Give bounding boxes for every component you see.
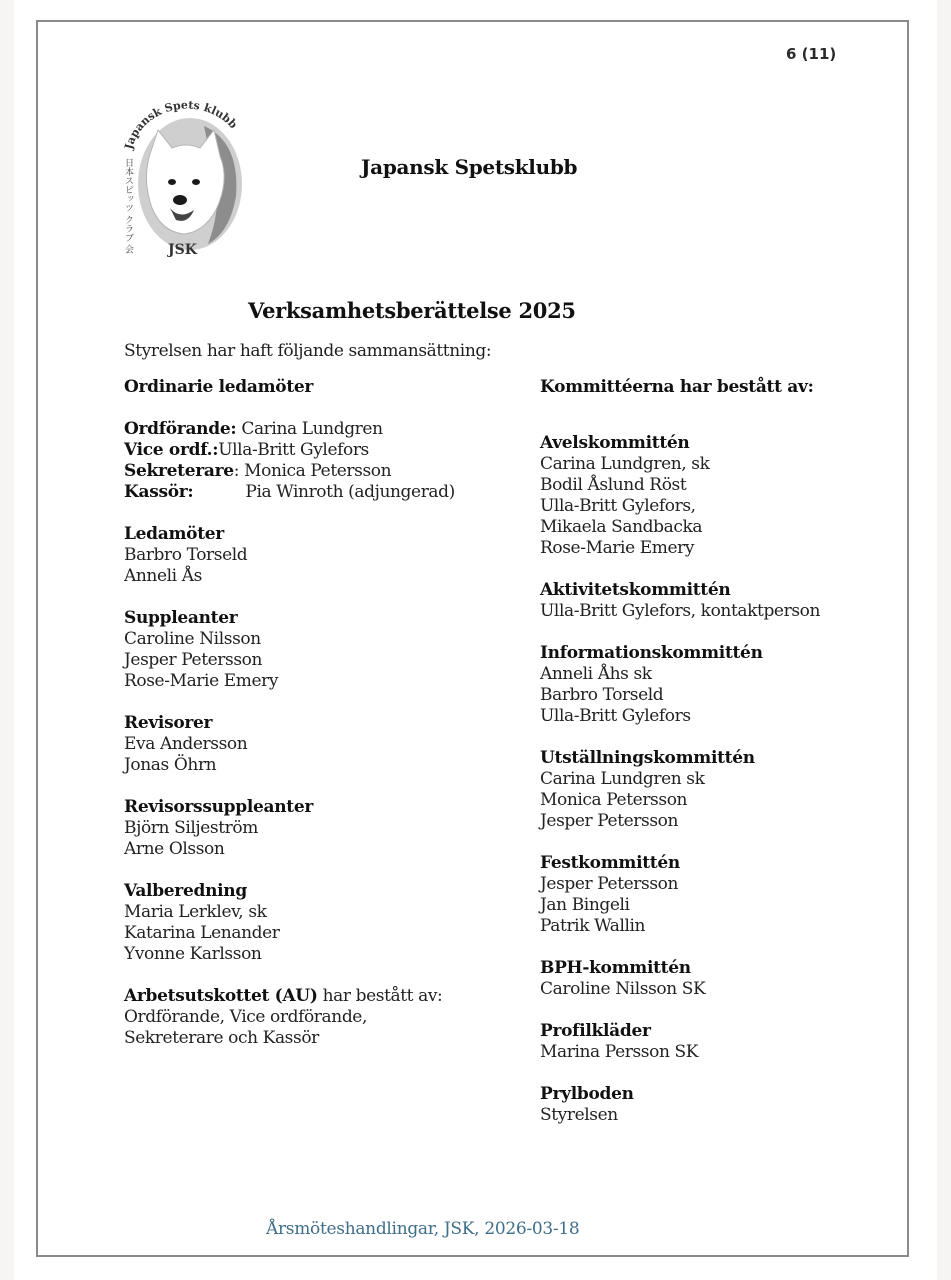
member-name: Carina Lundgren, sk bbox=[540, 454, 710, 474]
member-name: Anneli Åhs sk bbox=[540, 664, 652, 684]
committee-section bbox=[540, 1084, 880, 1126]
section-title: Utställningskommittén bbox=[540, 748, 755, 768]
au-line: Ordförande, Vice ordförande, bbox=[124, 1007, 367, 1027]
member-name: Bodil Åslund Röst bbox=[540, 475, 687, 495]
member-name: Jesper Petersson bbox=[540, 874, 679, 894]
member-name: Yvonne Karlsson bbox=[124, 944, 262, 964]
member-name: Mikaela Sandbacka bbox=[540, 517, 703, 537]
logo-dog-eye-left bbox=[168, 179, 176, 185]
logo-dog-eye-right bbox=[192, 179, 200, 185]
logo-arc-text: Japansk Spets klubb bbox=[122, 98, 240, 151]
committee-section bbox=[540, 580, 880, 622]
logo-dog-nose bbox=[173, 195, 187, 205]
member-name: Ulla-Britt Gylefors bbox=[540, 706, 691, 726]
committee-section bbox=[540, 958, 880, 1000]
officer-row bbox=[124, 419, 524, 440]
logo-vertical-text: 日本スピッツ クラブ 会 bbox=[123, 158, 133, 254]
section-title: Profilkläder bbox=[540, 1021, 651, 1041]
page-number: 6 (11) bbox=[786, 45, 837, 63]
member-name: Caroline Nilsson SK bbox=[540, 979, 706, 999]
board-section bbox=[124, 524, 524, 587]
officer-role: Vice ordf.: bbox=[124, 440, 219, 460]
committees-heading: Kommittéerna har bestått av: bbox=[540, 377, 814, 397]
section-title: Informationskommittén bbox=[540, 643, 763, 663]
au-section bbox=[124, 986, 524, 1049]
member-name: Anneli Ås bbox=[124, 566, 202, 586]
member-name: Carina Lundgren sk bbox=[540, 769, 705, 789]
member-name: Rose-Marie Emery bbox=[540, 538, 695, 558]
officer-name: : Monica Petersson bbox=[233, 461, 392, 481]
officer-row bbox=[124, 440, 524, 461]
member-name: Marina Persson SK bbox=[540, 1042, 699, 1062]
officer-role: Kassör: bbox=[124, 482, 194, 502]
member-name: Ulla-Britt Gylefors, bbox=[540, 496, 696, 516]
board-column bbox=[124, 377, 524, 1070]
member-name: Styrelsen bbox=[540, 1105, 618, 1125]
member-name: Arne Olsson bbox=[124, 839, 225, 859]
member-name: Katarina Lenander bbox=[124, 923, 280, 943]
section-title: Prylboden bbox=[540, 1084, 634, 1104]
logo-initials: JSK bbox=[168, 242, 197, 258]
member-name: Ulla-Britt Gylefors, kontaktperson bbox=[540, 601, 821, 621]
officer-role: Sekreterare bbox=[124, 461, 234, 481]
section-title: BPH-kommittén bbox=[540, 958, 691, 978]
officer-name: Carina Lundgren bbox=[236, 419, 383, 439]
officer-name: Ulla-Britt Gylefors bbox=[218, 440, 369, 460]
au-title: Arbetsutskottet (AU) bbox=[124, 986, 318, 1006]
au-suffix: har bestått av: bbox=[317, 986, 443, 1006]
member-name: Monica Petersson bbox=[540, 790, 688, 810]
document-title: Verksamhetsberättelse 2025 bbox=[248, 298, 576, 323]
section-title: Valberedning bbox=[124, 881, 247, 901]
section-title: Suppleanter bbox=[124, 608, 238, 628]
committees-column bbox=[540, 377, 880, 1147]
officer-row bbox=[124, 482, 524, 503]
member-name: Jan Bingeli bbox=[540, 895, 630, 915]
member-name: Maria Lerklev, sk bbox=[124, 902, 267, 922]
section-title: Ledamöter bbox=[124, 524, 224, 544]
member-name: Patrik Wallin bbox=[540, 916, 646, 936]
committee-section bbox=[540, 853, 880, 937]
board-heading: Ordinarie ledamöter bbox=[124, 377, 314, 397]
section-title: Revisorer bbox=[124, 713, 213, 733]
club-logo-dog-icon bbox=[112, 92, 252, 260]
committee-section bbox=[540, 748, 880, 832]
intro-text: Styrelsen har haft följande sammansättning: bbox=[124, 341, 492, 361]
officer-name: Pia Winroth (adjungerad) bbox=[245, 482, 455, 502]
footer-text: Årsmöteshandlingar, JSK, 2026-03-18 bbox=[266, 1219, 580, 1239]
section-title: Festkommittén bbox=[540, 853, 680, 873]
club-name: Japansk Spetsklubb bbox=[361, 155, 578, 179]
board-section bbox=[124, 713, 524, 776]
officers-list bbox=[124, 419, 524, 503]
officer-role: Ordförande: bbox=[124, 419, 237, 439]
committee-section bbox=[540, 643, 880, 727]
committee-section bbox=[540, 433, 880, 559]
member-name: Barbro Torseld bbox=[540, 685, 664, 705]
committee-section bbox=[540, 1021, 880, 1063]
section-title: Avelskommittén bbox=[540, 433, 690, 453]
au-line: Sekreterare och Kassör bbox=[124, 1028, 319, 1048]
section-title: Revisorssuppleanter bbox=[124, 797, 313, 817]
member-name: Jesper Petersson bbox=[124, 650, 263, 670]
member-name: Jonas Öhrn bbox=[124, 755, 217, 775]
member-name: Caroline Nilsson bbox=[124, 629, 261, 649]
member-name: Björn Siljeström bbox=[124, 818, 258, 838]
board-section bbox=[124, 608, 524, 692]
member-name: Rose-Marie Emery bbox=[124, 671, 279, 691]
section-title: Aktivitetskommittén bbox=[540, 580, 731, 600]
member-name: Jesper Petersson bbox=[540, 811, 679, 831]
au-heading bbox=[124, 986, 524, 1007]
officer-row bbox=[124, 461, 524, 482]
member-name: Eva Andersson bbox=[124, 734, 248, 754]
board-section bbox=[124, 881, 524, 965]
board-section bbox=[124, 797, 524, 860]
member-name: Barbro Torseld bbox=[124, 545, 248, 565]
